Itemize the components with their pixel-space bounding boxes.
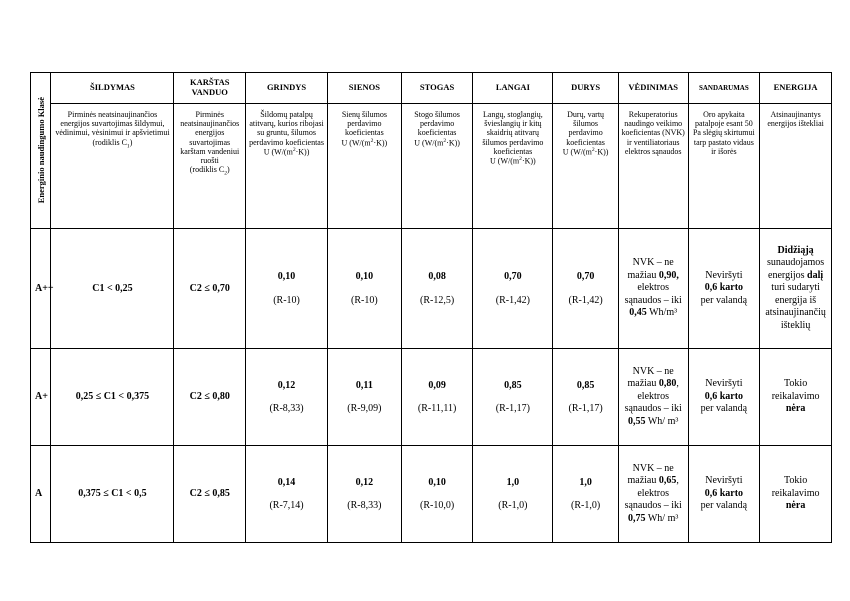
energy-class-table <box>30 72 832 543</box>
vedinimas-value: NVK – ne mažiau 0,80, elektros sąnaudos – iki 0,55 Wh/ m³ <box>618 349 688 446</box>
energija-value: Tokio reikalavimo nėra <box>760 349 832 446</box>
stogas-value: 0,08 (R-12,5) <box>401 229 473 349</box>
table-row <box>31 229 832 349</box>
vedinimas-value: NVK – ne mažiau 0,90, elektros sąnaudos – iki 0,45 Wh/m³ <box>618 229 688 349</box>
class-title: Energinio naudingumo Klasė <box>35 97 46 204</box>
grindys-value: 0,12 (R-8,33) <box>246 349 328 446</box>
header-stogas: STOGAS <box>401 73 473 104</box>
vedinimas-value: NVK – ne mažiau 0,65, elektros sąnaudos – iki 0,75 Wh/ m³ <box>618 446 688 543</box>
c2-value: C2 ≤ 0,70 <box>174 229 246 349</box>
c1-value: 0,375 ≤ C1 < 0,5 <box>51 446 174 543</box>
table-row <box>31 446 832 543</box>
stogas-value: 0,10 (R-10,0) <box>401 446 473 543</box>
langai-value: 1,0 (R-1,0) <box>473 446 553 543</box>
desc-sildymas: Pirminės neatsinaujinančios energijos suvartojimas šildymui, vėdinimui, vėsinimui ir apšvietimui (rodiklis $C_1$) <box>51 104 174 229</box>
header-energija: ENERGIJA <box>760 73 832 104</box>
langai-value: 0,70 (R-1,42) <box>473 229 553 349</box>
header-vedinimas: VĖDINIMAS <box>618 73 688 104</box>
desc-durys: Durų, vartų šilumos perdavimo koeficientas U $(W/(m^2\cdot K))$ <box>553 104 619 229</box>
header-row <box>31 73 832 104</box>
sandarumas-value: Neviršyti 0,6 karto per valandą <box>688 446 760 543</box>
desc-stogas: Stogo šilumos perdavimo koeficientas U $(W/(m^2\cdot K))$ <box>401 104 473 229</box>
grindys-value: 0,14 (R-7,14) <box>246 446 328 543</box>
desc-sandarumas: Oro apykaita patalpoje esant 50 Pa slėgių skirtumui tarp pastato vidaus ir išorės <box>688 104 760 229</box>
sandarumas-value: Neviršyti 0,6 karto per valandą <box>688 349 760 446</box>
desc-vedinimas: Rekuperatorius naudingo veikimo koeficientas (NVK) ir ventiliatoriaus elektros sąnaudos <box>618 104 688 229</box>
durys-value: 1,0 (R-1,0) <box>553 446 619 543</box>
c2-value: C2 ≤ 0,85 <box>174 446 246 543</box>
class-label: A+ <box>31 349 51 446</box>
energija-value: Tokio reikalavimo nėra <box>760 446 832 543</box>
desc-sienos: Sienų šilumos perdavimo koeficientas U $(W/(m^2\cdot K))$ <box>328 104 402 229</box>
desc-karstas: Pirminės neatsinaujinančios energijos suvartojimas karštam vandeniui ruošti (rodiklis $C_2$) <box>174 104 246 229</box>
c1-value: C1 < 0,25 <box>51 229 174 349</box>
class-label: A++ <box>31 229 51 349</box>
header-sandarumas: SANDARUMAS <box>688 73 760 104</box>
stogas-value: 0,09 (R-11,11) <box>401 349 473 446</box>
durys-value: 0,70 (R-1,42) <box>553 229 619 349</box>
c1-value: 0,25 ≤ C1 < 0,375 <box>51 349 174 446</box>
header-sienos: SIENOS <box>328 73 402 104</box>
desc-grindys: Šildomų patalpų atitvarų, kurios ribojasi su gruntu, šilumos perdavimo koeficientas U $(W/(m^2\cdot K))$ <box>246 104 328 229</box>
header-karstas-vanduo: KARŠTAS VANDUO <box>174 73 246 104</box>
sienos-value: 0,10 (R-10) <box>328 229 402 349</box>
header-durys: DURYS <box>553 73 619 104</box>
desc-langai: Langų, stoglangių, švieslangių ir kitų skaidrių atitvarų šilumos perdavimo koeficientas U $(W/(m^2\cdot K))$ <box>473 104 553 229</box>
description-row <box>31 104 832 229</box>
class-label: A <box>31 446 51 543</box>
header-langai: LANGAI <box>473 73 553 104</box>
energija-value: Didžiąją sunaudojamos energijos dalį turi sudaryti energija iš atsinaujinančių išteklių <box>760 229 832 349</box>
durys-value: 0,85 (R-1,17) <box>553 349 619 446</box>
desc-energija: Atsinaujinantys energijos ištekliai <box>760 104 832 229</box>
grindys-value: 0,10 (R-10) <box>246 229 328 349</box>
sienos-value: 0,12 (R-8,33) <box>328 446 402 543</box>
table-row <box>31 349 832 446</box>
class-title-cell <box>31 73 51 229</box>
sienos-value: 0,11 (R-9,09) <box>328 349 402 446</box>
sandarumas-value: Neviršyti 0,6 karto per valandą <box>688 229 760 349</box>
header-sildymas: ŠILDYMAS <box>51 73 174 104</box>
header-grindys: GRINDYS <box>246 73 328 104</box>
c2-value: C2 ≤ 0,80 <box>174 349 246 446</box>
langai-value: 0,85 (R-1,17) <box>473 349 553 446</box>
